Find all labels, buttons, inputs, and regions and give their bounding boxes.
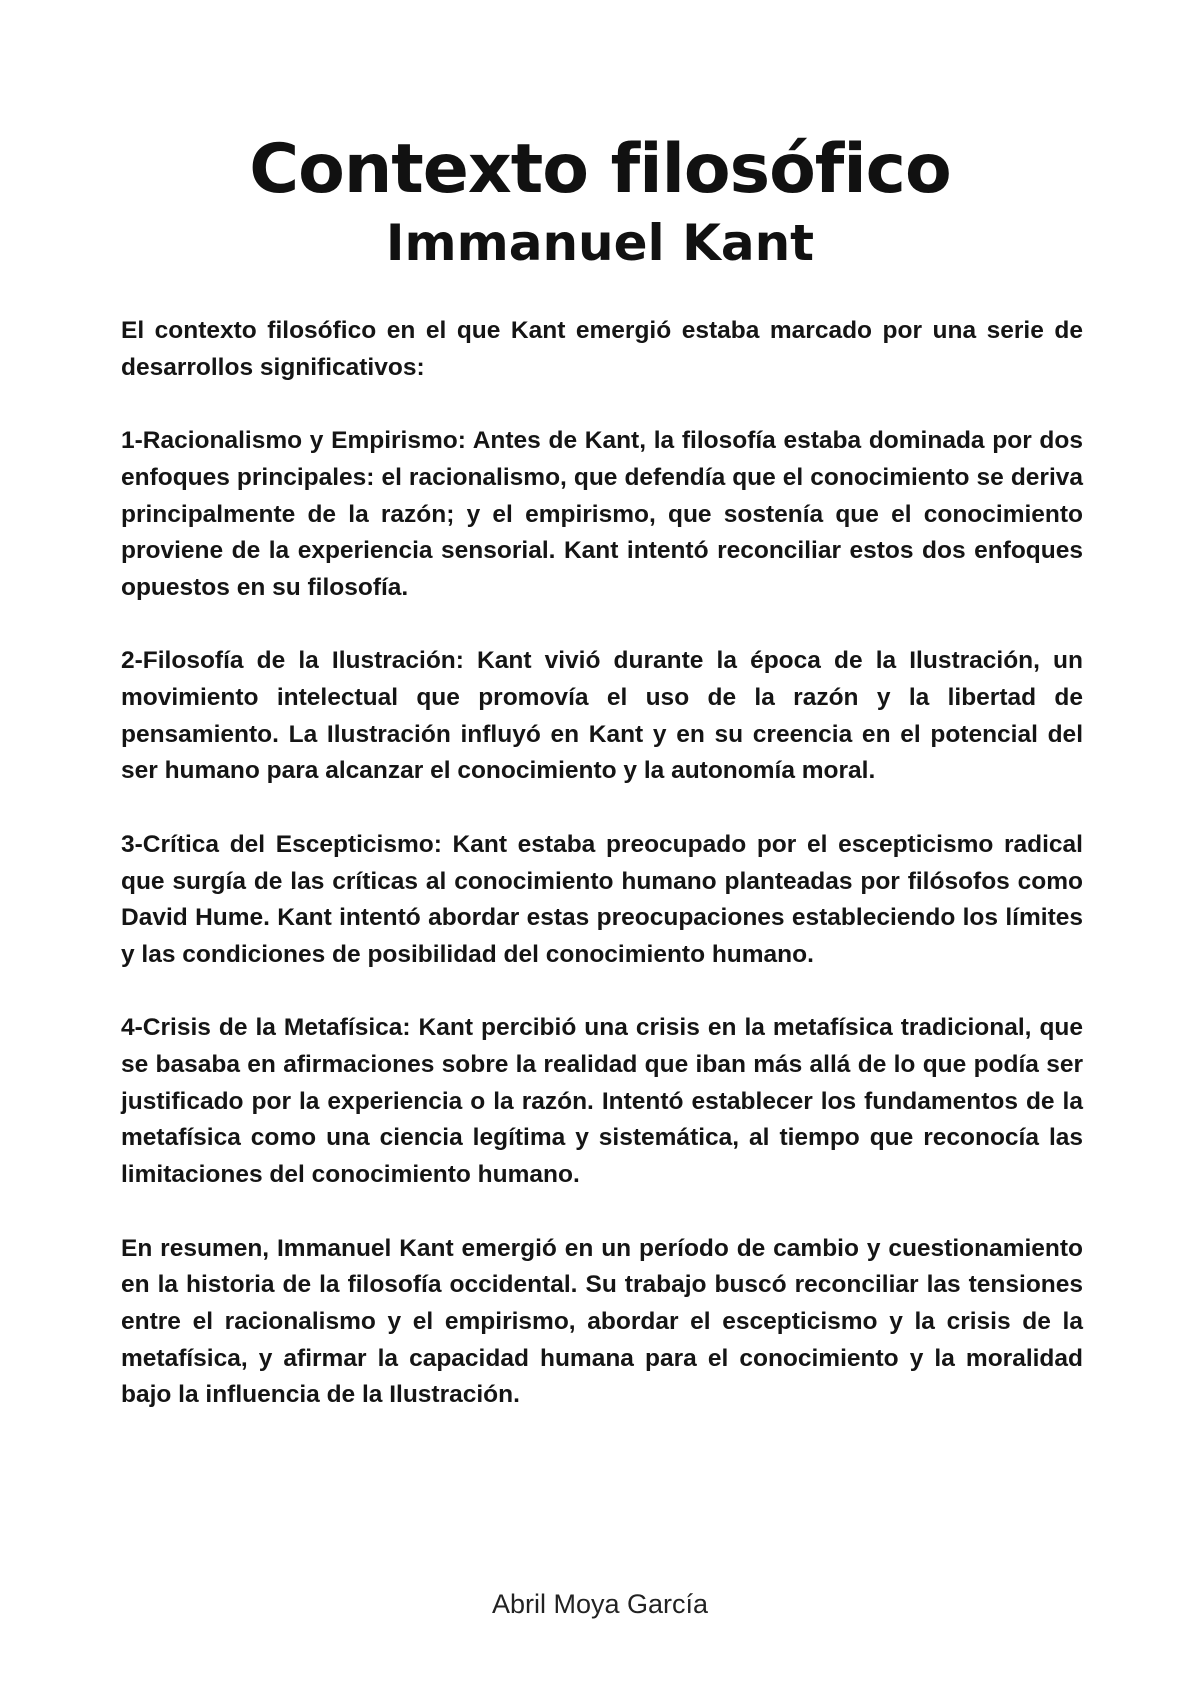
page-subtitle: Immanuel Kant	[385, 214, 815, 272]
section-paragraph-enlightenment: 2-Filosofía de la Ilustración: Kant vivió durante la época de la Ilustración, un movimiento intelectual que promovía el uso de la razón y la libertad de pensamiento. La Ilustración influyó en Kant y en su creencia en el potencial del ser humano para alcanzar el conocimiento y la autonomía moral.	[121, 647, 1083, 785]
author-name: Abril Moya García	[491, 1589, 709, 1619]
section-paragraph-rationalism: 1-Racionalismo y Empirismo: Antes de Kant, la filosofía estaba dominada por dos enfoques principales: el racionalismo, que defendía que el conocimiento se deriva principalmente de la razón; y el empirismo, que sostenía que el conocimiento proviene de la experiencia sensorial. Kant intentó reconciliar estos dos enfoques opuestos en su filosofía.	[121, 427, 1083, 601]
conclusion-paragraph: En resumen, Immanuel Kant emergió en un período de cambio y cuestionamiento en la historia de la filosofía occidental. Su trabajo buscó reconciliar las tensiones entre el racionalismo y el empirismo, abordar el escepticismo y la crisis de la metafísica, y afirmar la capacidad humana para el conocimiento y la moralidad bajo la influencia de la Ilustración.	[121, 1234, 1083, 1409]
document-body	[121, 313, 1083, 1451]
page-title: Contexto filosófico	[249, 130, 951, 209]
section-paragraph-skepticism: 3-Crítica del Escepticismo: Kant estaba preocupado por el escepticismo radical que surgía de las críticas al conocimiento humano planteadas por filósofos como David Hume. Kant intentó abordar estas preocupaciones estableciendo los límites y las condiciones de posibilidad del conocimiento humano.	[121, 830, 1083, 968]
intro-paragraph: El contexto filosófico en el que Kant emergió estaba marcado por una serie de desarrollos significativos:	[121, 317, 1083, 381]
section-paragraph-metaphysics: 4-Crisis de la Metafísica: Kant percibió una crisis en la metafísica tradicional, que se basaba en afirmaciones sobre la realidad que iban más allá de lo que podía ser justificado por la experiencia o la razón. Intentó establecer los fundamentos de la metafísica como una ciencia legítima y sistemática, al tiempo que reconocía las limitaciones del conocimiento humano.	[121, 1014, 1083, 1189]
